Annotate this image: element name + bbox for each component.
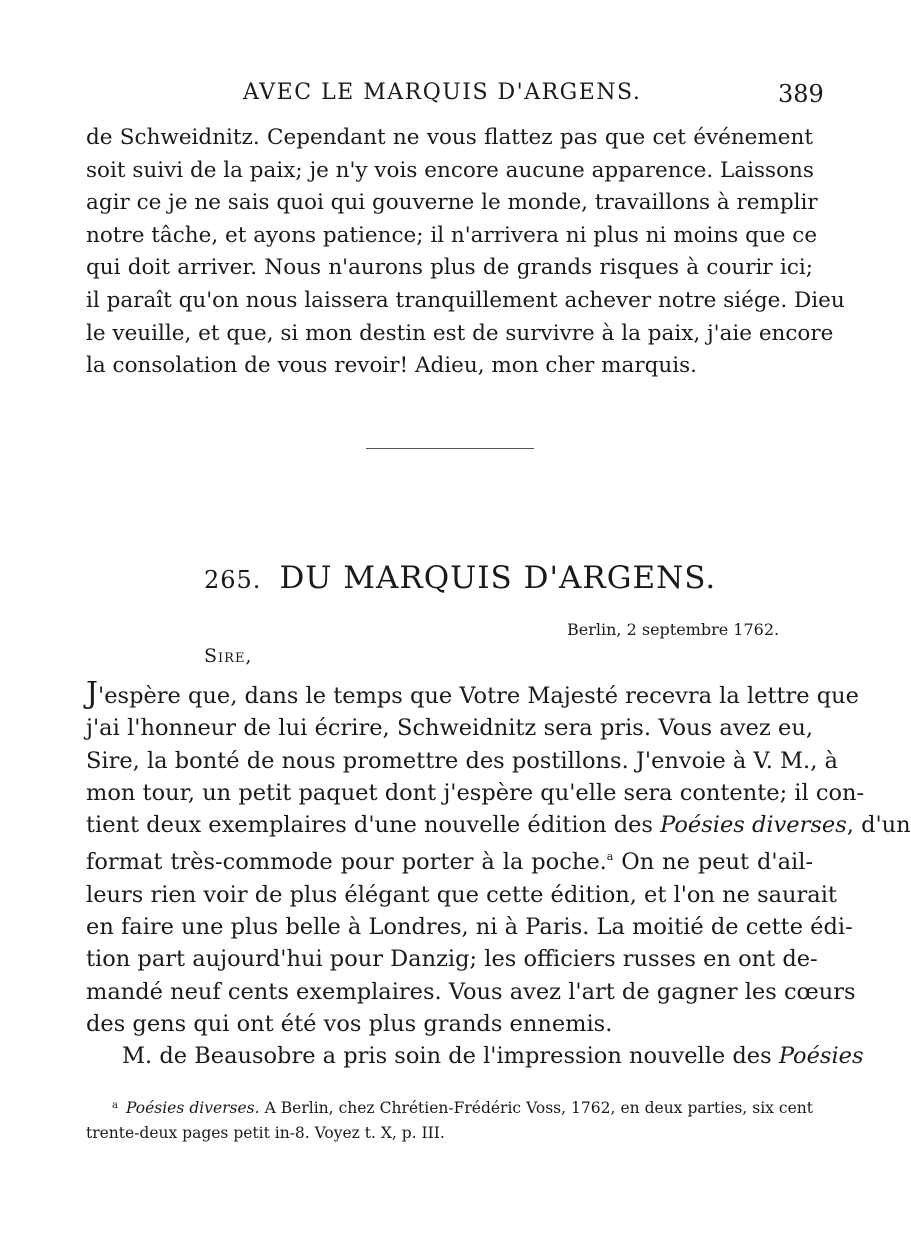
text-line: qui doit arriver. Nous n'aurons plus de grands risques à courir ici; [86,255,813,281]
running-head: AVEC LE MARQUIS D'ARGENS. [243,80,642,105]
footnote-marker: a [606,850,614,864]
section-divider [366,448,534,449]
letter-dateline: Berlin, 2 septembre 1762. [567,620,780,639]
page-number: 389 [778,80,824,108]
text-line: j'ai l'honneur de lui écrire, Schweidnitz sera pris. Vous avez eu, [86,715,813,742]
letter-body [86,676,911,1073]
letter-number: 265. [204,566,262,594]
text-line: en faire une plus belle à Londres, ni à Paris. La moitié de cette édi- [86,914,853,941]
text-line: leurs rien voir de plus élégant que cette édition, et l'on ne saurait [86,881,837,908]
text-line: de Schweidnitz. Cependant ne vous flattez pas que cet événement [86,125,813,150]
text-line: agir ce je ne sais quoi qui gouverne le monde, travaillons à remplir [86,190,818,216]
footnote-line: $^a$ Poésies diverses. A Berlin, chez Chrétien-Frédéric Voss, 1762, en deux parties, six cent [112,1099,813,1117]
text-line: mon tour, un petit paquet dont j'espère qu'elle sera contente; il con- [86,779,865,806]
text-line: J'espère que, dans le temps que Votre Majesté recevra la lettre que [86,676,859,711]
text-line: tient deux exemplaires d'une nouvelle édition des Poésies diverses, d'un [86,812,911,839]
text-line: mandé neuf cents exemplaires. Vous avez l'art de gagner les cœurs [86,978,856,1005]
text-line: Sire, la bonté de nous promettre des postillons. J'envoie à V. M., à [86,747,838,774]
previous-letter-text [86,122,845,383]
letter-salutation: Sire, [204,645,253,667]
text-line: notre tâche, et ayons patience; il n'arrivera ni plus ni moins que ce [86,222,818,248]
footnote-line: trente-deux pages petit in-8. Voyez t. X, p. III. [86,1124,445,1142]
text-line: soit suivi de la paix; je n'y vois encore aucune apparence. Laissons [86,157,814,183]
text-line: M. de Beausobre a pris soin de l'impression nouvelle des Poésies [122,1043,864,1070]
text-line: le veuille, et que, si mon destin est de survivre à la paix, j'aie encore [86,320,834,346]
footnote-label: a [112,1100,118,1111]
drop-cap: J [86,676,99,711]
text-line: la consolation de vous revoir! Adieu, mon cher marquis. [86,353,697,379]
text-line: format très-commode pour porter à la poche.$^a$ On ne peut d'ail- [86,849,813,876]
text-line: des gens qui ont été vos plus grands ennemis. [86,1010,613,1037]
italic-title: Poésies diverses [660,812,847,839]
footnotes [86,1093,813,1146]
italic-title: Poésies [778,1043,864,1070]
text-line: il paraît qu'on nous laissera tranquillement achever notre siége. Dieu [86,287,845,313]
letter-title: DU MARQUIS D'ARGENS. [279,560,717,596]
text-line: tion part aujourd'hui pour Danzig; les officiers russes en ont de- [86,946,818,973]
letter-heading [204,560,716,596]
